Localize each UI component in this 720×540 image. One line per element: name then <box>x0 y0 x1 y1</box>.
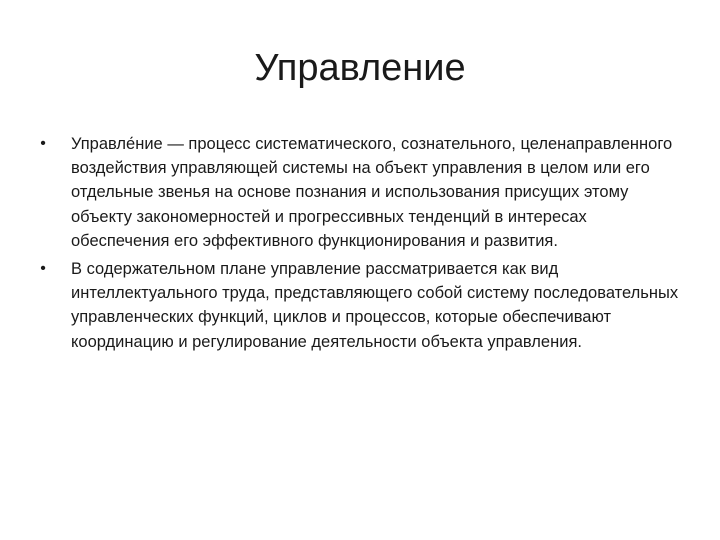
bullet-icon: • <box>40 260 46 278</box>
content-text: В содержательном плане управление рассматривается как вид интеллектуального труда, представляющего собой систему последовательных управленческих функций, циклов и процессов, которые обеспечивают координацию и регулирование деятельности объекта управления. <box>71 260 679 351</box>
bullet-list <box>36 132 686 358</box>
slide-title: Управление <box>254 47 466 89</box>
bullet-item-definition <box>36 132 686 253</box>
bullet-item-content <box>36 257 686 354</box>
bullet-icon: • <box>40 135 46 152</box>
term-label: Управле́ние <box>71 135 163 153</box>
definition-text: — процесс систематического, сознательного, целенаправленного воздействия управляющей системы на объект управления в целом или его отдельные звенья на основе познания и использования присущих этому объекту закономерностей и прогрессивных тенденций в интересах обеспечения его эффективного функционирования и развития. <box>71 135 673 250</box>
